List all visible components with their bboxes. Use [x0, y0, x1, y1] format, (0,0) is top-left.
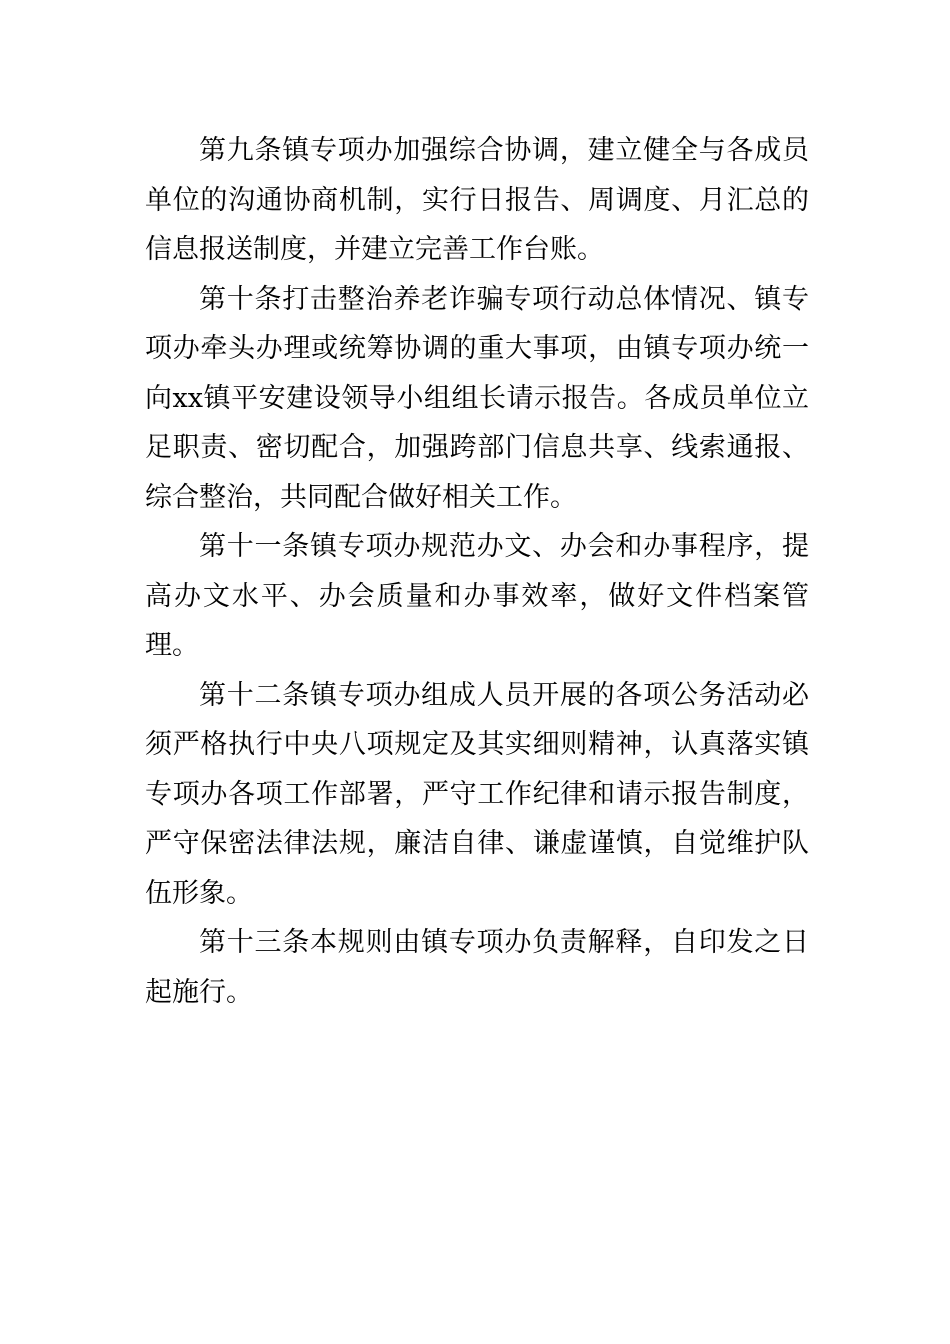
article-13-paragraph: 第十三条本规则由镇专项办负责解释，自印发之日起施行。	[145, 927, 809, 1008]
article-10-paragraph: 第十条打击整治养老诈骗专项行动总体情况、镇专项办牵头办理或统筹协调的重大事项，由镇专项办统一向xx镇平安建设领导小组组长请示报告。各成员单位立足职责、密切配合，加强跨部门信息共享、线索通报、综合整治，共同配合做好相关工作。	[145, 283, 809, 513]
article-11-paragraph: 第十一条镇专项办规范办文、办会和办事程序，提高办文水平、办会质量和办事效率，做好文件档案管理。	[145, 531, 809, 661]
document-body	[145, 126, 809, 1017]
article-9-paragraph: 第九条镇专项办加强综合协调，建立健全与各成员单位的沟通协商机制，实行日报告、周调度、月汇总的信息报送制度，并建立完善工作台账。	[145, 135, 809, 265]
article-12-paragraph: 第十二条镇专项办组成人员开展的各项公务活动必须严格执行中央八项规定及其实细则精神，认真落实镇专项办各项工作部署，严守工作纪律和请示报告制度，严守保密法律法规，廉洁自律、谦虚谨慎，自觉维护队伍形象。	[145, 679, 809, 909]
